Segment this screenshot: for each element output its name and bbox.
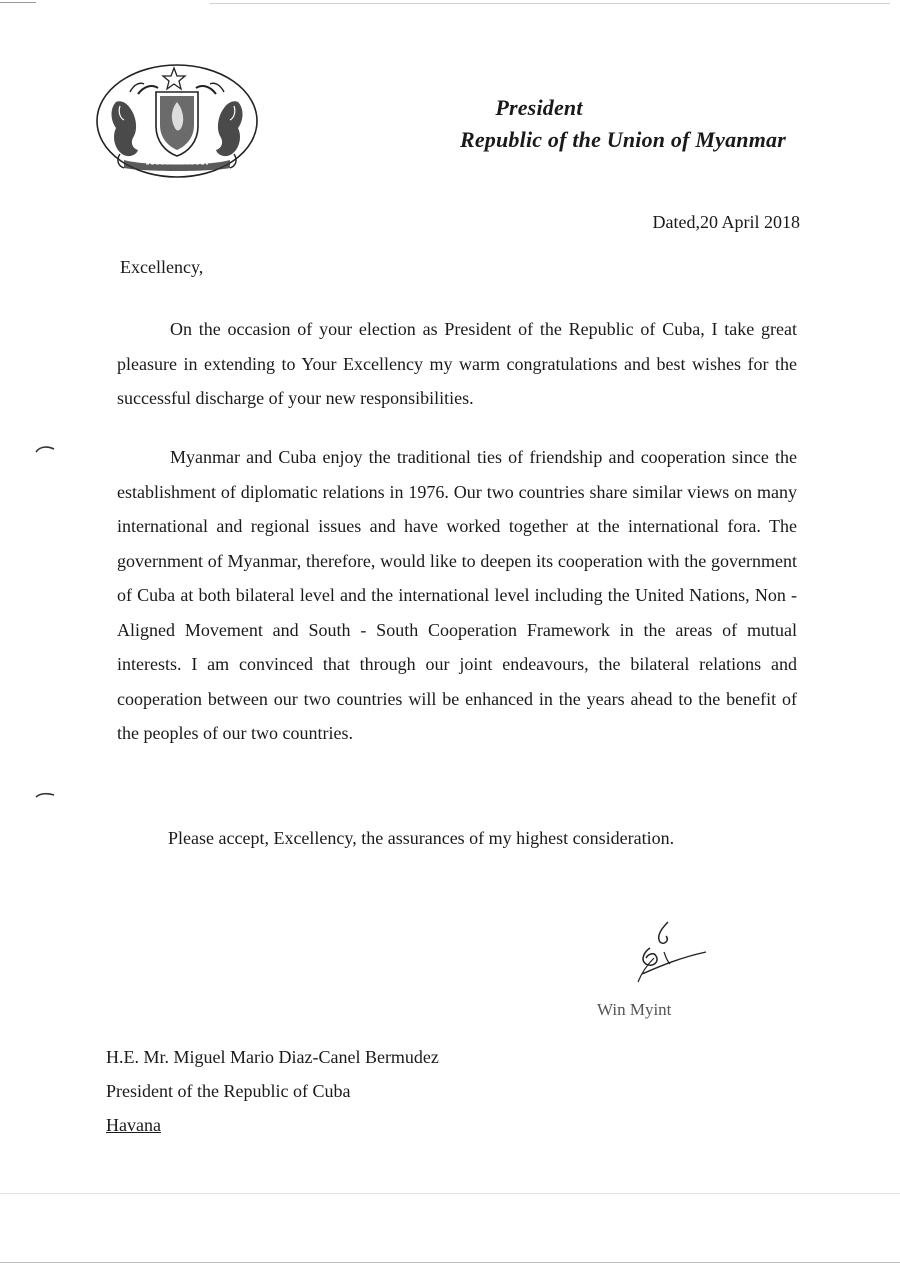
signature bbox=[626, 918, 708, 988]
letterhead bbox=[360, 92, 786, 156]
closing-line: Please accept, Excellency, the assurances of my highest consideration. bbox=[168, 828, 675, 848]
scan-edge-top bbox=[0, 2, 36, 3]
addressee-name: H.E. Mr. Miguel Mario Diaz-Canel Bermudez bbox=[106, 1047, 439, 1067]
scan-edge-top-right bbox=[210, 3, 890, 4]
addressee-block bbox=[106, 1040, 439, 1142]
letterhead-subtitle: Republic of the Union of Myanmar bbox=[459, 127, 786, 152]
state-seal-emblem bbox=[94, 62, 260, 180]
letterhead-title: President bbox=[495, 95, 583, 120]
body-paragraph-2: Myanmar and Cuba enjoy the traditional ties of friendship and cooperation since the establishment of diplomatic relations in 1976. Our two countries share similar views on many international and regional issues and have worked together at the international fora. The government of Myanmar, therefore, would like to deepen its cooperation with the government of Cuba at both bilateral level and the international level including the United Nations, Non - Aligned Movement and South - South Cooperation Framework in the areas of mutual interests. I am convinced that through our joint endeavours, the bilateral relations and cooperation between our two countries will be enhanced in the years ahead to the benefit of the peoples of our two countries. bbox=[117, 447, 797, 743]
body-paragraph-1: On the occasion of your election as President of the Republic of Cuba, I take great pleasure in extending to Your Excellency my warm congratulations and best wishes for the successful discharge of your new responsibilities. bbox=[117, 319, 797, 408]
addressee-city: Havana bbox=[106, 1115, 161, 1135]
signer-name: Win Myint bbox=[597, 1000, 672, 1019]
scan-edge-bottom bbox=[0, 1262, 900, 1263]
margin-mark-lower bbox=[34, 790, 56, 800]
addressee-title: President of the Republic of Cuba bbox=[106, 1081, 351, 1101]
margin-mark-upper bbox=[34, 444, 56, 454]
scan-edge-bottom-faint bbox=[0, 1193, 900, 1194]
letter-date: Dated,20 April 2018 bbox=[652, 212, 800, 232]
salutation: Excellency, bbox=[120, 257, 204, 277]
